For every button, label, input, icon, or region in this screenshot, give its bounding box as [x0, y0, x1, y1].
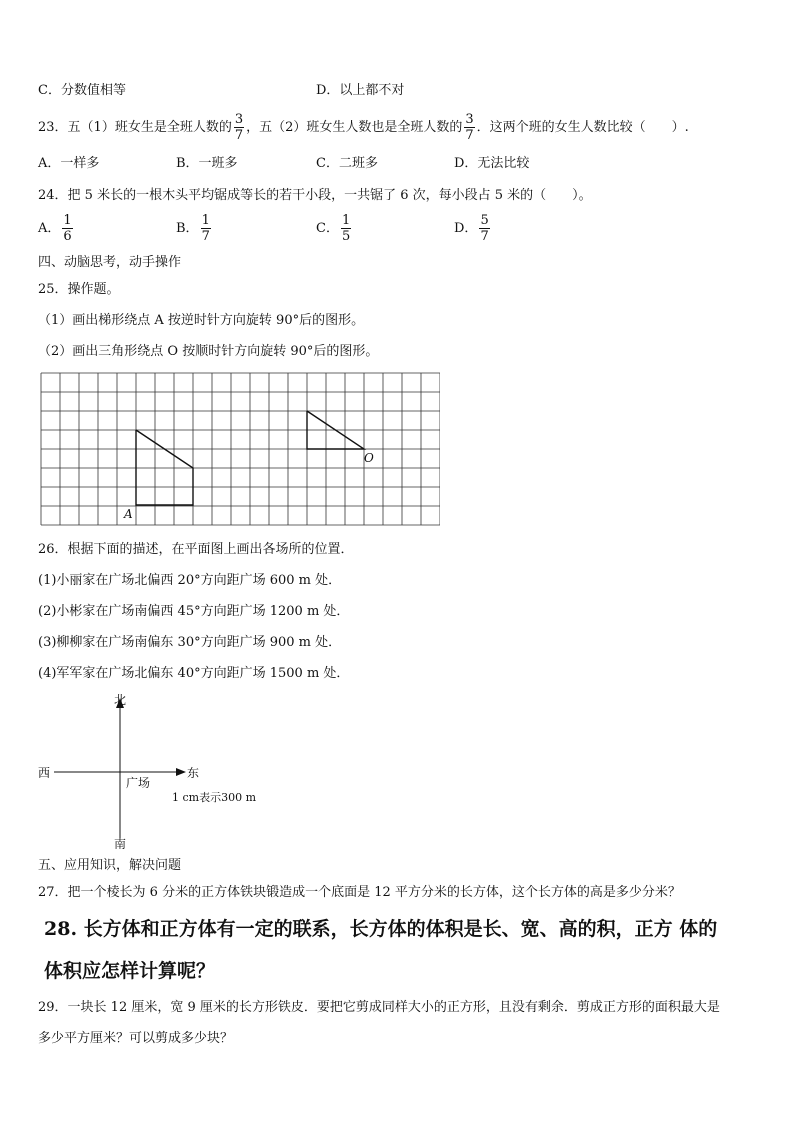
west-label: 西 — [38, 766, 51, 780]
q23-option-c: C．二班多 — [316, 156, 378, 171]
q25-title: 25．操作题。 — [38, 282, 120, 297]
point-o-label: O — [364, 451, 374, 465]
east-label: 东 — [187, 766, 200, 780]
east-arrow-icon — [176, 768, 186, 776]
center-label: 广场 — [126, 776, 151, 790]
fraction-denominator: 7 — [201, 229, 210, 244]
q29-line-2: 多少平方厘米？可以剪成多少块？ — [38, 1031, 234, 1046]
option-letter: C． — [316, 221, 339, 236]
option-letter: D． — [454, 221, 478, 236]
q26-item-1: (1)小丽家在广场北偏西 20°方向距广场 600 m 处． — [38, 573, 342, 588]
q24-option-b — [176, 213, 213, 244]
q23-option-a: A．一样多 — [38, 156, 100, 171]
option-letter: A． — [38, 221, 61, 236]
q23-fraction-1 — [234, 112, 244, 143]
scale-label: 1 cm表示300 m — [172, 791, 257, 804]
fraction-denominator: 5 — [341, 229, 351, 244]
q24-stem: 24．把 5 米长的一根木头平均锯成等长的若干小段，一共锯了 6 次，每小段占 5 米的（ ）。 — [38, 188, 592, 203]
trapezoid-shape — [136, 430, 193, 505]
south-label: 南 — [114, 837, 127, 851]
q28-line-1: 28. 长方体和正方体有一定的联系，长方体的体积是长、宽、高的积，正方 体的 — [44, 918, 718, 940]
q29-line-1: 29．一块长 12 厘米，宽 9 厘米的长方形铁皮．要把它剪成同样大小的正方形，且没有剩余．剪成正方形的面积最大是 — [38, 1000, 720, 1015]
fraction-denominator: 7 — [234, 128, 244, 143]
fraction-numerator: 1 — [341, 213, 351, 228]
q22-option-d: D．以上都不对 — [316, 83, 405, 98]
q24-option-c — [316, 213, 353, 244]
q22-option-c: C．分数值相等 — [38, 83, 126, 98]
q28-line-2: 体积应怎样计算呢？ — [44, 960, 216, 982]
q23-fraction-2 — [464, 112, 474, 143]
q23-text-part1: 23．五（1）班女生是全班人数的 — [38, 120, 232, 135]
q27-stem: 27．把一个棱长为 6 分米的正方体铁块锻造成一个底面是 12 平方分米的长方体，这个长方体的高是多少分米？ — [38, 885, 681, 900]
fraction-numerator: 3 — [234, 112, 244, 127]
q26-item-3: (3)柳柳家在广场南偏东 30°方向距广场 900 m 处． — [38, 635, 342, 650]
north-label: 北 — [114, 693, 127, 707]
q23-option-d: D．无法比较 — [454, 156, 530, 171]
fraction-denominator: 7 — [480, 229, 489, 244]
q26-item-2: (2)小彬家在广场南偏西 45°方向距广场 1200 m 处． — [38, 604, 350, 619]
fraction-numerator: 3 — [465, 112, 474, 127]
option-letter: B． — [176, 221, 199, 236]
q23-option-b: B．一班多 — [176, 156, 238, 171]
q24-option-d — [454, 213, 492, 244]
fraction-denominator: 7 — [465, 128, 474, 143]
option-fraction — [201, 213, 211, 244]
section-4-heading: 四、动脑思考，动手操作 — [38, 255, 182, 270]
option-fraction — [341, 213, 351, 244]
fraction-denominator: 6 — [63, 229, 72, 244]
q23-text-part3: ．这两个班的女生人数比较（ ）. — [476, 120, 689, 135]
q26-title: 26．根据下面的描述，在平面图上画出各场所的位置． — [38, 542, 354, 557]
q26-item-4: (4)军军家在广场北偏东 40°方向距广场 1500 m 处． — [38, 666, 350, 681]
section-5-heading: 五、应用知识，解决问题 — [38, 858, 182, 873]
fraction-numerator: 1 — [201, 213, 210, 228]
square-grid — [41, 373, 440, 525]
q23-stem — [38, 111, 689, 145]
q23-text-part2: ，五（2）班女生人数也是全班人数的 — [246, 120, 463, 135]
option-fraction — [62, 213, 72, 244]
point-a-label: A — [124, 507, 133, 521]
option-fraction — [479, 213, 489, 244]
q25-sub2: （2）画出三角形绕点 O 按顺时针方向旋转 90°后的图形。 — [38, 344, 379, 359]
q25-sub1: （1）画出梯形绕点 A 按逆时针方向旋转 90°后的图形。 — [38, 313, 365, 328]
q25-grid-figure — [40, 372, 440, 526]
compass-diagram — [30, 690, 270, 855]
fraction-numerator: 5 — [480, 213, 489, 228]
fraction-numerator: 1 — [63, 213, 72, 228]
q24-option-a — [38, 213, 75, 244]
